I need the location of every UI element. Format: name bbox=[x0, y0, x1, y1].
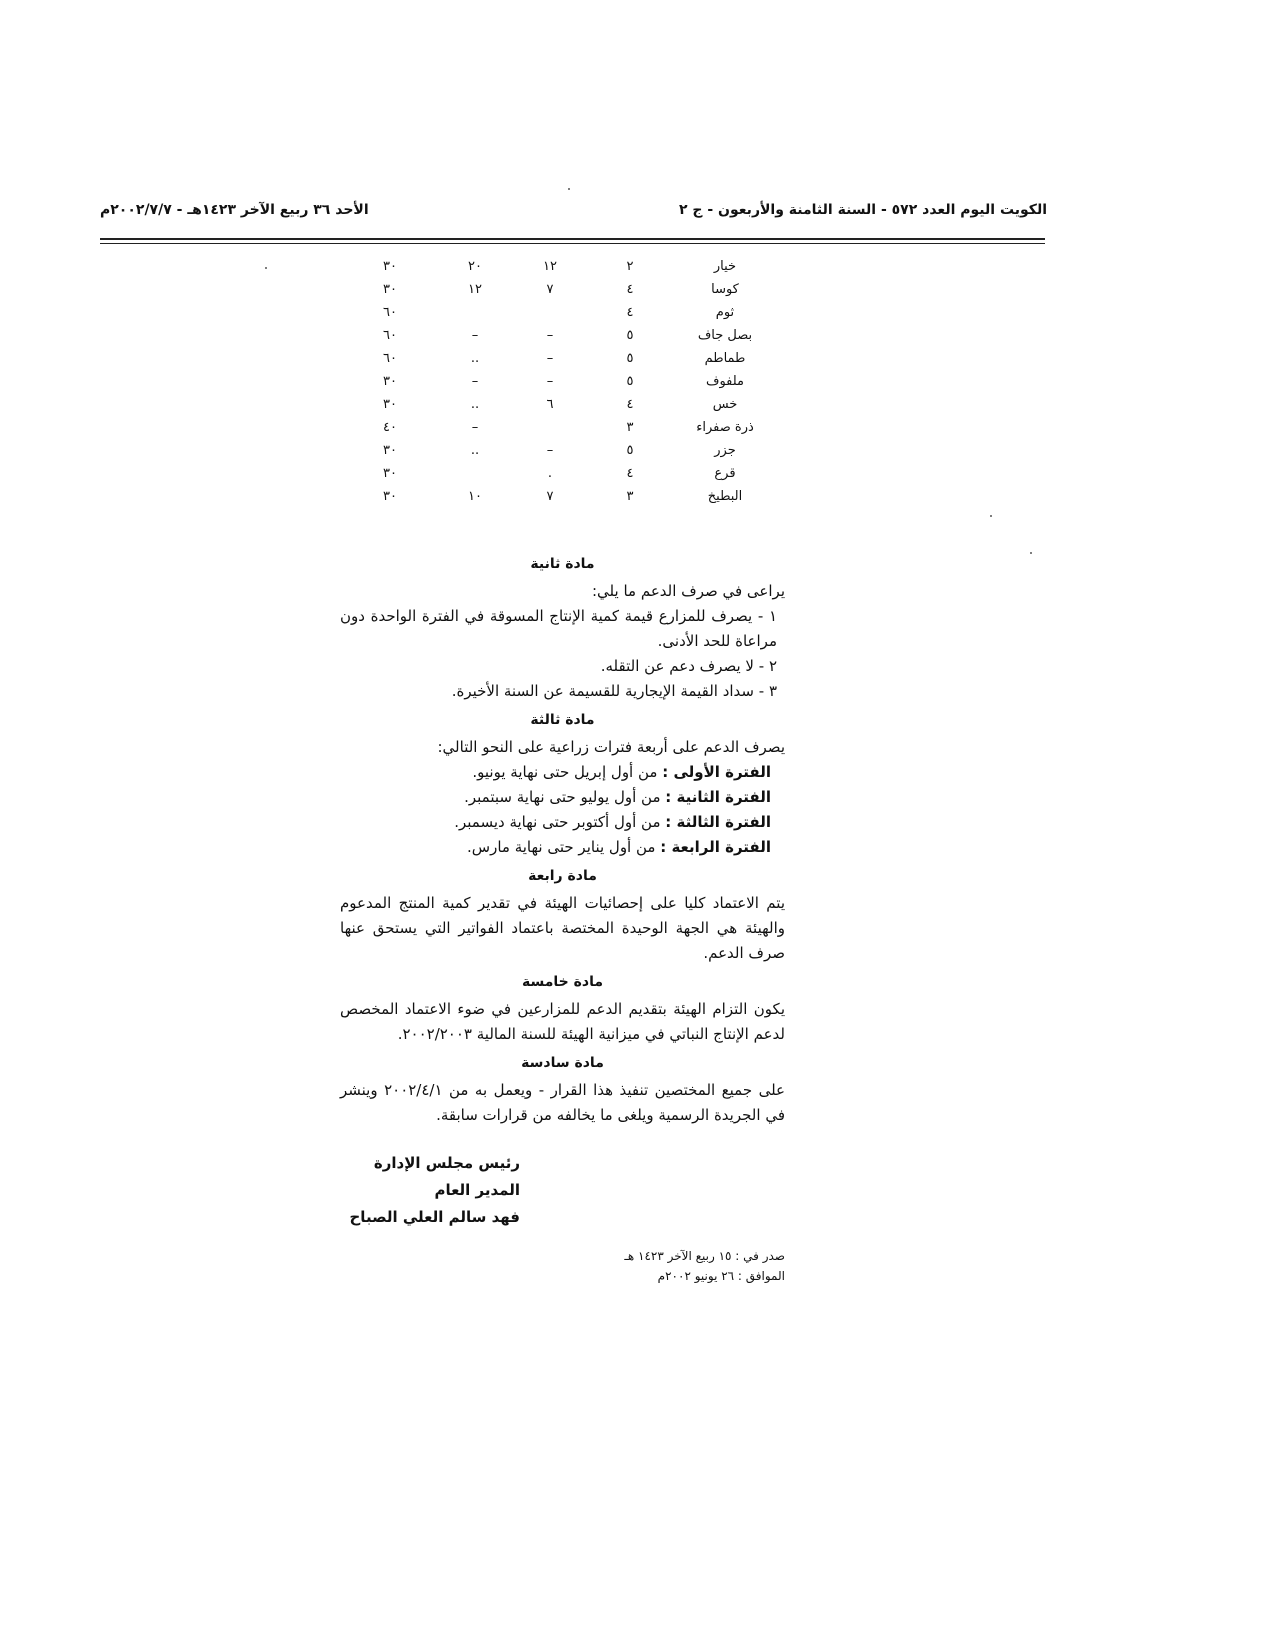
value-cell-4: ٦٠ bbox=[383, 305, 397, 320]
crop-name-cell: ملفوف bbox=[705, 374, 745, 389]
signature-block bbox=[340, 1150, 520, 1231]
value-cell-3: – bbox=[471, 420, 479, 435]
value-cell-1: ٥ bbox=[626, 374, 634, 389]
value-cell-1: ٤ bbox=[626, 305, 634, 320]
article-3-intro: يصرف الدعم على أربعة فترات زراعية على النحو التالي: bbox=[437, 738, 785, 756]
value-cell-2: – bbox=[546, 443, 554, 458]
articles-section bbox=[340, 548, 785, 1128]
scan-speck bbox=[568, 188, 570, 190]
signature-title-chairman: رئيس مجلس الإدارة bbox=[373, 1154, 520, 1172]
value-cell-1: ٥ bbox=[626, 328, 634, 343]
article-2-item-1: ١ - يصرف للمزارع قيمة كمية الإنتاج المسوقة في الفترة الواحدة دون مراعاة للحد الأدنى. bbox=[340, 607, 777, 650]
article-2-title: مادة ثانية bbox=[530, 556, 595, 572]
period-1-label: الفترة الأولى : bbox=[662, 763, 771, 781]
article-5-title: مادة خامسة bbox=[522, 974, 603, 990]
value-cell-3: ١٠ bbox=[468, 489, 482, 504]
table-row bbox=[340, 255, 780, 278]
article-5-text: يكون التزام الهيئة بتقديم الدعم للمزارعين في ضوء الاعتماد المخصص لدعم الإنتاج النباتي في ميزانية الهيئة للسنة المالية ٢٠٠٢/٢٠٠٣. bbox=[340, 1000, 785, 1043]
crop-name-cell: ثوم bbox=[715, 305, 735, 320]
value-cell-4: ٦٠ bbox=[383, 328, 397, 343]
article-3-title: مادة ثالثة bbox=[530, 712, 595, 728]
value-cell-4: ٣٠ bbox=[383, 443, 397, 458]
crop-name-cell: كوسا bbox=[711, 282, 739, 297]
crop-name-cell: البطيخ bbox=[707, 489, 743, 504]
article-6-text: على جميع المختصين تنفيذ هذا القرار - ويعمل به من ٢٠٠٢/٤/١ وينشر في الجريدة الرسمية ويلغى ما يخالفه من قرارات سابقة. bbox=[340, 1081, 786, 1124]
table-row bbox=[340, 370, 780, 393]
value-cell-3: .. bbox=[470, 351, 480, 366]
value-cell-3: .. bbox=[470, 443, 480, 458]
table-row bbox=[340, 462, 780, 485]
value-cell-2: ٧ bbox=[546, 489, 554, 504]
issued-gregorian: الموافق : ٢٦ يونيو ٢٠٠٢م bbox=[657, 1269, 785, 1283]
crop-support-table bbox=[340, 255, 780, 508]
value-cell-4: ٣٠ bbox=[383, 282, 397, 297]
period-4-text: من أول يناير حتى نهاية مارس. bbox=[467, 838, 656, 856]
value-cell-2: ٦ bbox=[546, 397, 554, 412]
period-4 bbox=[340, 835, 785, 860]
issued-hijri: صدر في : ١٥ ربيع الآخر ١٤٢٣ هـ bbox=[624, 1249, 785, 1263]
value-cell-2: ١٢ bbox=[543, 259, 557, 274]
value-cell-2 bbox=[510, 416, 590, 439]
value-cell-1: ٥ bbox=[626, 351, 634, 366]
scan-speck bbox=[265, 267, 267, 269]
value-cell-3: – bbox=[471, 328, 479, 343]
table-row bbox=[340, 324, 780, 347]
table-row bbox=[340, 393, 780, 416]
value-cell-4: ٣٠ bbox=[383, 374, 397, 389]
crop-name-cell: خس bbox=[712, 397, 738, 412]
issue-date-block bbox=[580, 1246, 785, 1286]
value-cell-1: ٥ bbox=[626, 443, 634, 458]
signature-title-director: المدير العام bbox=[434, 1181, 520, 1199]
value-cell-1: ٣ bbox=[626, 489, 634, 504]
article-2-item-2: ٢ - لا يصرف دعم عن التقله. bbox=[600, 657, 777, 675]
crop-name-cell: جزر bbox=[714, 443, 736, 458]
crop-table-body bbox=[340, 255, 780, 508]
value-cell-4: ٦٠ bbox=[383, 351, 397, 366]
value-cell-1: ٤ bbox=[626, 466, 634, 481]
header-issue-info: الكويت اليوم العدد ٥٧٢ - السنة الثامنة والأربعون - ج ٢ bbox=[678, 202, 1047, 218]
value-cell-4: ٣٠ bbox=[383, 489, 397, 504]
value-cell-1: ٤ bbox=[626, 397, 634, 412]
scan-speck bbox=[1030, 552, 1032, 554]
scan-speck bbox=[990, 515, 992, 517]
table-row bbox=[340, 347, 780, 370]
period-2 bbox=[340, 785, 785, 810]
value-cell-2: . bbox=[547, 466, 553, 481]
article-6-title: مادة سادسة bbox=[521, 1055, 604, 1071]
value-cell-3: – bbox=[471, 374, 479, 389]
value-cell-2: ٧ bbox=[546, 282, 554, 297]
period-4-label: الفترة الرابعة : bbox=[660, 838, 771, 856]
period-3 bbox=[340, 810, 785, 835]
article-4-text: يتم الاعتماد كليا على إحصائيات الهيئة في تقدير كمية المنتج المدعوم والهيئة هي الجهة الوحيدة المختصة باعتماد الفواتير التي يستحق عنها صرف الدعم. bbox=[340, 894, 785, 962]
value-cell-4: ٣٠ bbox=[383, 397, 397, 412]
table-row bbox=[340, 416, 780, 439]
table-row bbox=[340, 301, 780, 324]
period-1-text: من أول إبريل حتى نهاية يونيو. bbox=[472, 763, 658, 781]
value-cell-1: ٣ bbox=[626, 420, 634, 435]
article-4-title: مادة رابعة bbox=[528, 868, 597, 884]
crop-name-cell: طماطم bbox=[704, 351, 746, 366]
period-3-text: من أول أكتوبر حتى نهاية ديسمبر. bbox=[454, 813, 661, 831]
period-2-text: من أول يوليو حتى نهاية سبتمبر. bbox=[464, 788, 661, 806]
header-rule-thin bbox=[100, 243, 1045, 244]
table-row bbox=[340, 485, 780, 508]
value-cell-3 bbox=[440, 462, 510, 485]
period-2-label: الفترة الثانية : bbox=[665, 788, 771, 806]
crop-name-cell: خيار bbox=[713, 259, 737, 274]
value-cell-2: – bbox=[546, 351, 554, 366]
value-cell-4: ٤٠ bbox=[383, 420, 397, 435]
period-1 bbox=[340, 760, 785, 785]
header-date: الأحد ٣٦ ربيع الآخر ١٤٢٣هـ - ٢٠٠٢/٧/٧م bbox=[100, 202, 369, 218]
crop-name-cell: ذرة صفراء bbox=[696, 420, 754, 435]
article-2-item-3: ٣ - سداد القيمة الإيجارية للقسيمة عن السنة الأخيرة. bbox=[451, 682, 777, 700]
value-cell-2 bbox=[510, 301, 590, 324]
value-cell-3 bbox=[440, 301, 510, 324]
crop-name-cell: بصل جاف bbox=[697, 328, 753, 343]
table-row bbox=[340, 439, 780, 462]
table-row bbox=[340, 278, 780, 301]
value-cell-3: .. bbox=[470, 397, 480, 412]
crop-name-cell: قرع bbox=[714, 466, 736, 481]
signature-name: فهد سالم العلي الصباح bbox=[349, 1208, 520, 1226]
value-cell-4: ٣٠ bbox=[383, 259, 397, 274]
value-cell-3: ٢٠ bbox=[468, 259, 482, 274]
period-3-label: الفترة الثالثة : bbox=[665, 813, 771, 831]
value-cell-1: ٢ bbox=[626, 259, 634, 274]
value-cell-1: ٤ bbox=[626, 282, 634, 297]
value-cell-3: ١٢ bbox=[468, 282, 482, 297]
header-rule-thick bbox=[100, 238, 1045, 240]
value-cell-2: – bbox=[546, 374, 554, 389]
value-cell-2: – bbox=[546, 328, 554, 343]
value-cell-4: ٣٠ bbox=[383, 466, 397, 481]
article-2-intro: يراعى في صرف الدعم ما يلي: bbox=[592, 582, 785, 600]
